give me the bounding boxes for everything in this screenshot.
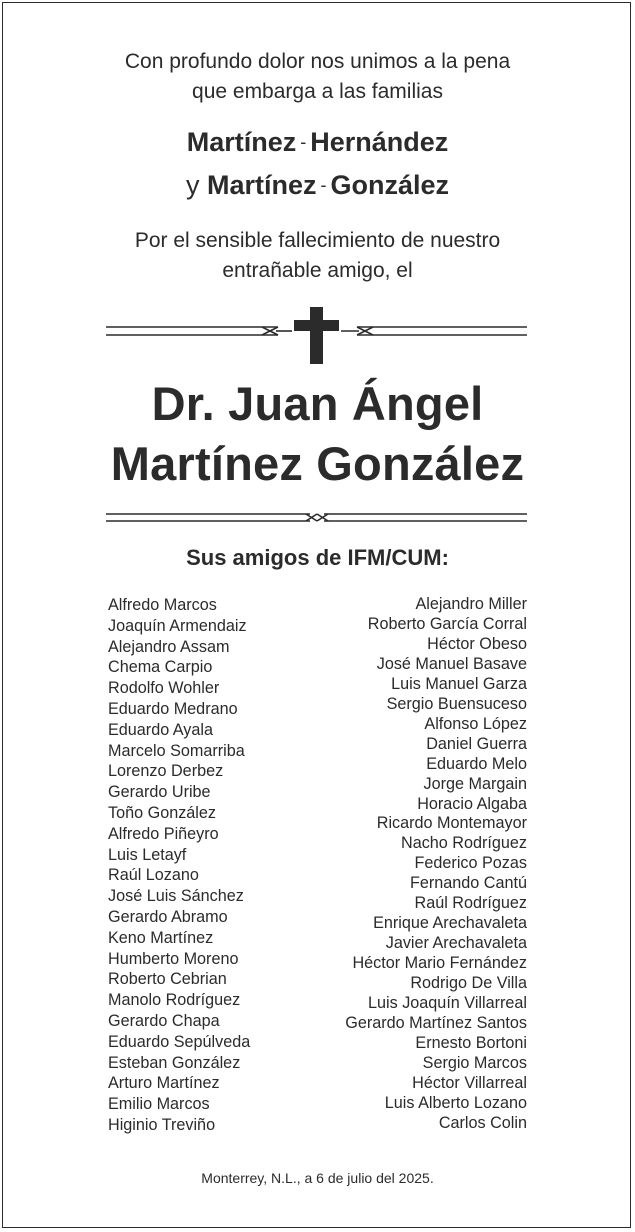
signer-name: Roberto Cebrian [108,970,227,989]
signer-name: Ernesto Bortoni [415,1033,527,1052]
signer-name: Daniel Guerra [426,734,527,753]
signer-name: Keno Martínez [108,928,214,947]
signer-name: Carlos Colin [438,1113,527,1132]
signer-name: Manolo Rodríguez [108,991,241,1010]
signer-name: Nacho Rodríguez [401,834,527,853]
signer-name: Emilio Marcos [108,1095,210,1114]
bereavement-line-2: entrañable amigo, el [222,259,413,282]
signer-name: Alfonso López [424,714,527,733]
signer-name: Ricardo Montemayor [376,814,527,833]
signer-name: Marcelo Somarriba [108,741,245,760]
signer-name: Luis Alberto Lozano [384,1093,527,1112]
signer-name: Eduardo Sepúlveda [108,1032,251,1051]
signer-name: Rodrigo De Villa [410,974,527,993]
signer-name: Higinio Treviño [108,1115,216,1134]
name-underline-divider [106,514,527,521]
signer-name: Eduardo Medrano [108,699,238,718]
cross-divider [106,307,527,364]
family-2-separator: - [320,175,327,195]
signer-name: Gerardo Chapa [108,1011,220,1030]
signer-name: Héctor Villarreal [412,1073,527,1092]
place-and-date: Monterrey, N.L., a 6 de julio del 2025. [201,1170,434,1186]
signer-name: Luis Letayf [108,845,187,864]
signer-name: Jorge Margain [423,774,527,793]
signer-name: Arturo Martínez [108,1074,220,1093]
signer-name: Gerardo Uribe [108,783,211,802]
deceased-name-line-2: Martínez González [110,437,525,490]
signer-name: Luis Joaquín Villarreal [368,994,527,1013]
signer-name: Gerardo Martínez Santos [345,1014,527,1033]
signers-right-column [345,595,527,1134]
family-1-surname-1: Martínez [186,127,297,157]
signer-name: Alfredo Marcos [108,596,217,614]
signer-name: Roberto García Corral [367,614,527,633]
signer-name: Raúl Lozano [108,866,199,885]
signer-name: Alejandro Assam [108,637,230,656]
signer-name: Humberto Moreno [108,949,239,968]
signer-name: Luis Manuel Garza [391,674,527,693]
signer-name: Sergio Marcos [422,1053,527,1072]
signer-name: Héctor Obeso [427,634,527,653]
signer-name: Joaquín Armendaiz [108,616,247,635]
condolence-line-1: Con profundo dolor nos unimos a la pena [124,50,511,73]
signer-name: Esteban González [108,1053,241,1072]
family-2-surname-2: González [330,170,450,200]
bereavement-line-1: Por el sensible fallecimiento de nuestro [134,229,501,252]
cross-icon [294,307,339,364]
signer-name: Rodolfo Wohler [108,679,220,698]
deceased-name-line-1: Dr. Juan Ángel [151,377,484,430]
signer-name: Héctor Mario Fernández [352,954,527,973]
signer-name: José Luis Sánchez [108,887,244,906]
signer-name: Raúl Rodríguez [414,894,527,913]
signer-name: Eduardo Melo [426,754,527,773]
signer-name: Toño González [108,803,216,822]
signer-name: Alfredo Piñeyro [108,824,219,843]
signer-name: José Manuel Basave [376,654,527,673]
signer-name: Fernando Cantú [410,874,527,893]
signer-name: Alejandro Miller [415,595,527,613]
signer-name: Javier Arechavaleta [385,934,527,953]
divider-right-lines [341,327,527,335]
signer-name: Sergio Buensuceso [386,694,527,713]
signer-name: Lorenzo Derbez [108,762,224,781]
signers-heading: Sus amigos de IFM/CUM: [186,545,449,570]
family-conjunction: y [185,170,200,200]
signer-name: Horacio Algaba [417,794,527,813]
family-1-separator: - [300,132,307,152]
signer-name: Eduardo Ayala [108,720,214,739]
signer-name: Chema Carpio [108,658,213,677]
family-2-surname-1: Martínez [206,170,317,200]
signer-name: Enrique Arechavaleta [373,914,527,933]
signers-left-column [108,595,250,1136]
family-1-surname-2: Hernández [310,127,449,157]
divider-left-lines [106,327,292,335]
condolence-line-2: que embarga a las familias [192,80,443,103]
signer-name: Gerardo Abramo [108,907,228,926]
signer-name: Federico Pozas [414,854,527,873]
